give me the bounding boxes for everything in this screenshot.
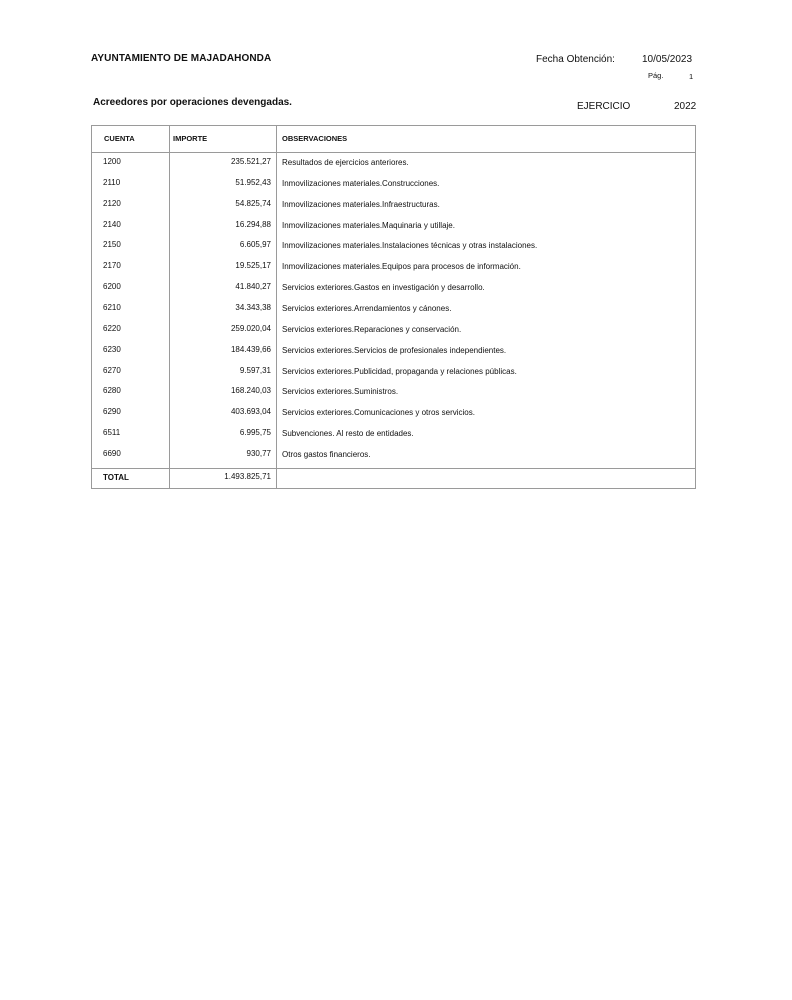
- table-row: [92, 157, 695, 177]
- organization-name: AYUNTAMIENTO DE MAJADAHONDA: [91, 53, 272, 64]
- cell-observaciones: Inmovilizaciones materiales.Construcciones.: [282, 178, 440, 188]
- ejercicio-value: 2022: [674, 101, 697, 112]
- cell-observaciones: Servicios exteriores.Arrendamientos y cánones.: [282, 303, 452, 313]
- cell-cuenta: 6200: [103, 282, 121, 292]
- page-number: 1: [689, 72, 694, 81]
- cell-observaciones: Inmovilizaciones materiales.Infraestructuras.: [282, 199, 440, 209]
- ejercicio-label: EJERCICIO: [577, 101, 631, 112]
- cell-observaciones: Servicios exteriores.Reparaciones y conservación.: [282, 324, 462, 334]
- cell-cuenta: 2110: [103, 177, 121, 187]
- report-title: Acreedores por operaciones devengadas.: [93, 97, 292, 108]
- cell-observaciones: Inmovilizaciones materiales.Instalaciones técnicas y otras instalaciones.: [282, 241, 538, 251]
- cell-observaciones: Resultados de ejercicios anteriores.: [282, 158, 409, 167]
- cell-importe: 403.693,04: [230, 407, 271, 417]
- cell-cuenta: 2170: [103, 261, 121, 271]
- cell-cuenta: 6290: [103, 407, 121, 417]
- table-row: [92, 407, 695, 427]
- cell-cuenta: 6230: [103, 344, 121, 354]
- cell-importe: 235.521,27: [230, 157, 271, 166]
- cell-importe: 19.525,17: [235, 261, 271, 271]
- cell-observaciones: Inmovilizaciones materiales.Maquinaria y utillaje.: [282, 220, 455, 230]
- cell-importe: 41.840,27: [235, 282, 271, 292]
- column-header-observaciones: OBSERVACIONES: [282, 134, 348, 143]
- total-label: TOTAL: [103, 473, 129, 482]
- cell-importe: 930,77: [246, 448, 271, 458]
- column-header-cuenta: CUENTA: [104, 134, 135, 143]
- cell-importe: 259.020,04: [230, 323, 271, 333]
- cell-importe: 9.597,31: [239, 365, 271, 375]
- cell-cuenta: 6511: [103, 428, 121, 438]
- cell-observaciones: Servicios exteriores.Suministros.: [282, 387, 399, 397]
- cell-importe: 6.605,97: [239, 240, 271, 250]
- table-row: [92, 324, 695, 344]
- column-header-importe: IMPORTE: [173, 134, 208, 143]
- page-label: Pág.: [648, 71, 664, 80]
- cell-cuenta: 2140: [103, 219, 121, 229]
- cell-importe: 6.995,75: [239, 428, 271, 438]
- table-row: [92, 261, 695, 281]
- cell-importe: 168.240,03: [230, 386, 271, 396]
- cell-cuenta: 1200: [103, 157, 121, 166]
- table-row: [92, 345, 695, 365]
- cell-cuenta: 6690: [103, 448, 121, 458]
- table-row: [92, 240, 695, 260]
- cell-observaciones: Inmovilizaciones materiales.Equipos para procesos de información.: [282, 262, 521, 272]
- table-row: [92, 366, 695, 386]
- header-divider: [92, 152, 695, 153]
- table-row: [92, 386, 695, 406]
- cell-observaciones: Otros gastos financieros.: [282, 449, 371, 459]
- table-row: [92, 282, 695, 302]
- cell-cuenta: 6270: [103, 365, 121, 375]
- cell-cuenta: 2150: [103, 240, 121, 250]
- fecha-label: Fecha Obtención:: [536, 54, 615, 65]
- creditors-table: [91, 125, 696, 489]
- table-row: [92, 220, 695, 240]
- table-row: [92, 449, 695, 469]
- cell-cuenta: 6220: [103, 323, 121, 333]
- cell-observaciones: Servicios exteriores.Comunicaciones y otros servicios.: [282, 408, 475, 418]
- table-row: [92, 178, 695, 198]
- total-value: 1.493.825,71: [224, 472, 271, 481]
- cell-importe: 184.439,66: [230, 344, 271, 354]
- fecha-value: 10/05/2023: [642, 54, 693, 65]
- cell-observaciones: Servicios exteriores.Servicios de profesionales independientes.: [282, 345, 507, 355]
- cell-observaciones: Servicios exteriores.Publicidad, propaganda y relaciones públicas.: [282, 366, 517, 376]
- table-row: [92, 428, 695, 448]
- table-row: [92, 303, 695, 323]
- cell-importe: 16.294,88: [235, 219, 271, 229]
- table-row: [92, 199, 695, 219]
- cell-cuenta: 2120: [103, 198, 121, 208]
- cell-importe: 51.952,43: [235, 177, 271, 187]
- cell-cuenta: 6210: [103, 302, 121, 312]
- cell-observaciones: Subvenciones. Al resto de entidades.: [282, 429, 414, 439]
- cell-importe: 34.343,38: [235, 302, 271, 312]
- cell-observaciones: Servicios exteriores.Gastos en investigación y desarrollo.: [282, 283, 485, 293]
- cell-cuenta: 6280: [103, 386, 121, 396]
- cell-importe: 54.825,74: [235, 198, 271, 208]
